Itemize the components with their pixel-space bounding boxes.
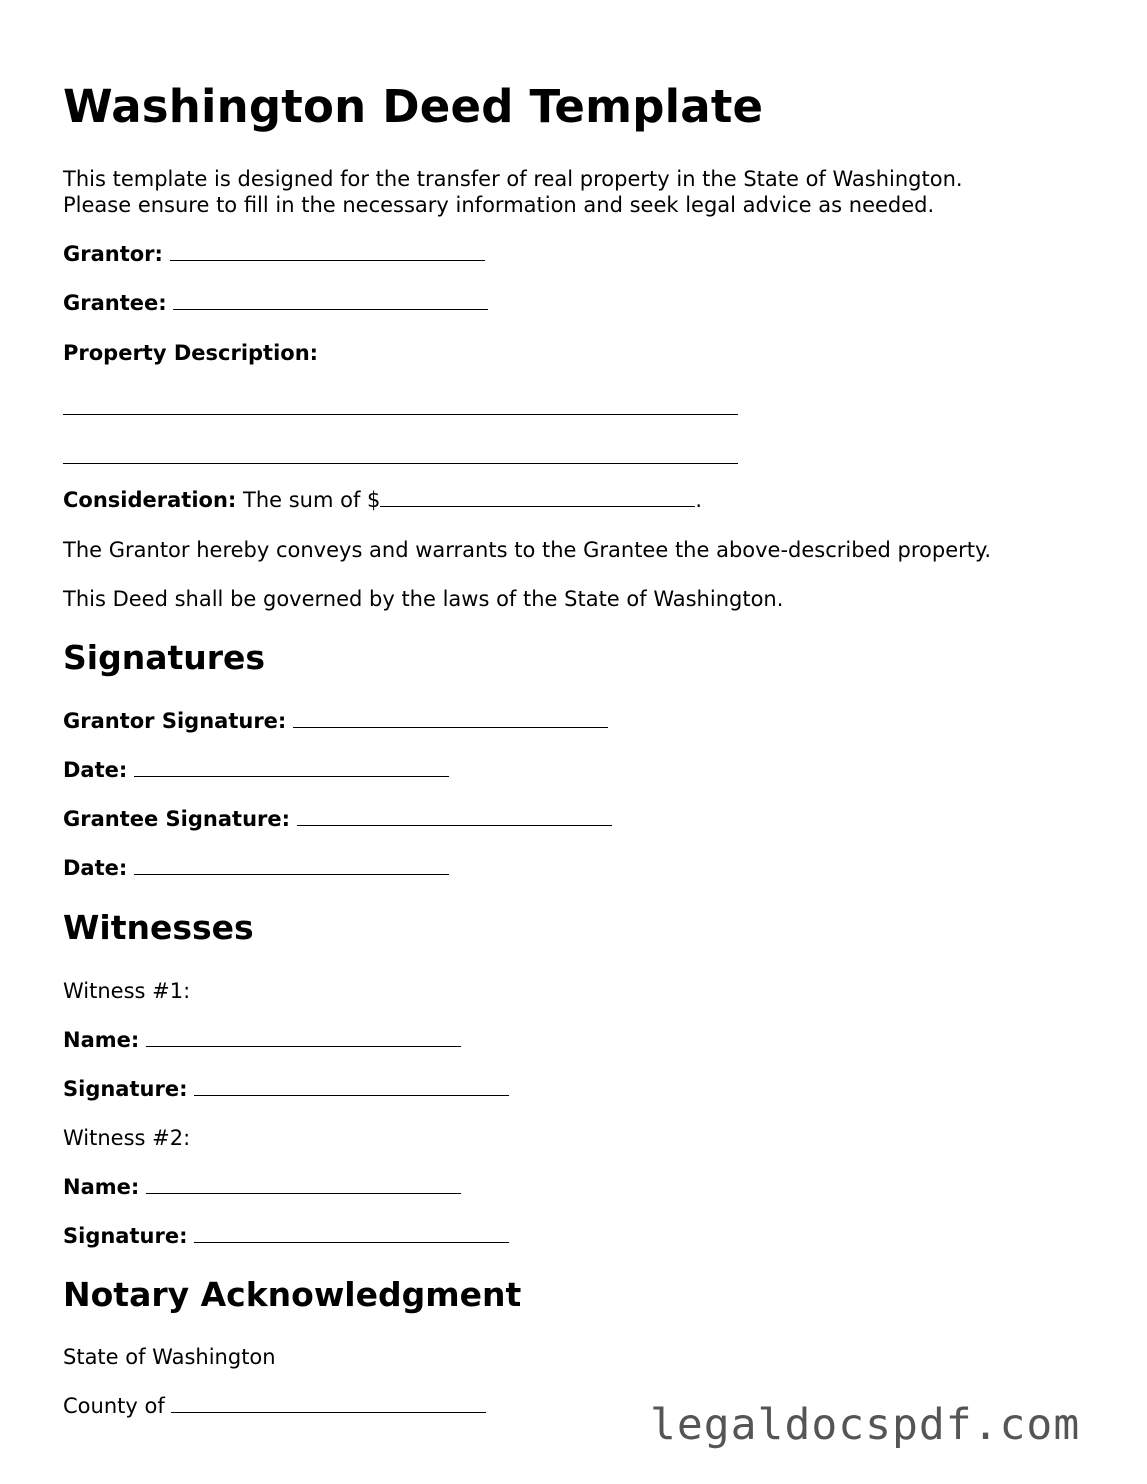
property-description-label: Property Description:	[63, 341, 319, 365]
grantor-date-blank[interactable]	[134, 758, 449, 777]
grantee-blank[interactable]	[173, 291, 488, 310]
grantor-date-field	[63, 757, 449, 783]
grantor-blank[interactable]	[170, 242, 485, 261]
witness-1-label: Witness #1:	[63, 979, 191, 1003]
witness-2-signature-label: Signature:	[63, 1224, 188, 1248]
grantor-field	[63, 241, 485, 267]
conveys-clause: The Grantor hereby conveys and warrants to the Grantee the above-described property.	[63, 538, 992, 562]
consideration-text: The sum of $	[243, 488, 381, 512]
witnesses-heading: Witnesses	[63, 908, 254, 947]
consideration-end: .	[695, 488, 703, 512]
notary-county-blank[interactable]	[171, 1394, 486, 1413]
grantor-signature-blank[interactable]	[293, 709, 608, 728]
witness-1-signature-blank[interactable]	[194, 1077, 509, 1096]
grantee-date-field	[63, 855, 449, 881]
witness-1-name-field	[63, 1027, 461, 1053]
witness-1-name-blank[interactable]	[146, 1028, 461, 1047]
witness-2-name-blank[interactable]	[146, 1175, 461, 1194]
witness-2-name-field	[63, 1174, 461, 1200]
witness-2-label: Witness #2:	[63, 1126, 191, 1150]
notary-county-field	[63, 1393, 486, 1419]
intro-line-2: Please ensure to fill in the necessary information and seek legal advice as needed.	[63, 193, 935, 217]
consideration-field	[63, 487, 702, 513]
witness-1-signature-field	[63, 1076, 509, 1102]
notary-state: State of Washington	[63, 1345, 276, 1369]
notary-county-label: County of	[63, 1394, 165, 1418]
grantor-date-label: Date:	[63, 758, 128, 782]
property-description-blank-2[interactable]	[63, 463, 738, 464]
page-title: Washington Deed Template	[63, 80, 764, 133]
grantor-label: Grantor:	[63, 242, 163, 266]
grantee-date-label: Date:	[63, 856, 128, 880]
signatures-heading: Signatures	[63, 638, 266, 677]
grantee-field	[63, 290, 488, 316]
intro-line-1: This template is designed for the transfer of real property in the State of Washington.	[63, 167, 963, 191]
witness-1-signature-label: Signature:	[63, 1077, 188, 1101]
witness-2-name-label: Name:	[63, 1175, 140, 1199]
grantee-date-blank[interactable]	[134, 856, 449, 875]
witness-1-name-label: Name:	[63, 1028, 140, 1052]
consideration-blank[interactable]	[380, 488, 695, 507]
grantee-signature-blank[interactable]	[297, 807, 612, 826]
consideration-label: Consideration:	[63, 488, 237, 512]
governed-clause: This Deed shall be governed by the laws of the State of Washington.	[63, 587, 784, 611]
notary-heading: Notary Acknowledgment	[63, 1275, 522, 1314]
watermark: legaldocspdf.com	[650, 1400, 1081, 1450]
grantee-signature-field	[63, 806, 612, 832]
grantee-label: Grantee:	[63, 291, 167, 315]
witness-2-signature-field	[63, 1223, 509, 1249]
grantor-signature-label: Grantor Signature:	[63, 709, 287, 733]
property-description-blank-1[interactable]	[63, 414, 738, 415]
witness-2-signature-blank[interactable]	[194, 1224, 509, 1243]
grantee-signature-label: Grantee Signature:	[63, 807, 291, 831]
grantor-signature-field	[63, 708, 608, 734]
